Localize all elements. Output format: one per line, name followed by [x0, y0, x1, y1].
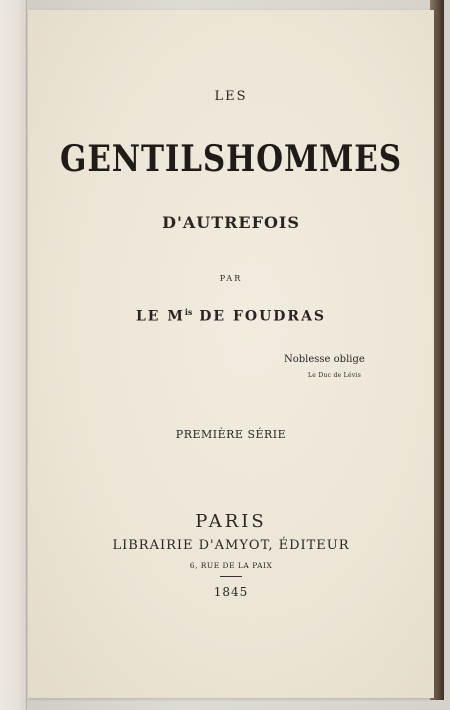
series-label: PREMIÈRE SÉRIE — [175, 428, 287, 441]
author-prefix: LE M — [135, 308, 185, 325]
divider-rule — [220, 576, 242, 577]
publisher-address: 6, RUE DE LA PAIX — [189, 561, 273, 570]
epigraph-attribution: Le Duc de Lévis — [308, 372, 362, 379]
title-page — [28, 10, 434, 698]
left-page-edge — [0, 0, 27, 710]
book-subtitle: D'AUTREFOIS — [162, 213, 300, 232]
publication-city: PARIS — [195, 511, 267, 532]
author-name: DE FOUDRAS — [199, 308, 327, 325]
author-superscript: is — [184, 307, 193, 317]
by-line: PAR — [219, 274, 243, 283]
publisher-name: LIBRAIRIE D'AMYOT, ÉDITEUR — [112, 538, 350, 553]
title-article: LES — [214, 89, 248, 104]
epigraph: Noblesse oblige — [284, 354, 365, 365]
book-title: GENTILSHOMMES — [60, 138, 402, 180]
author-line — [28, 307, 434, 325]
publication-year: 1845 — [213, 585, 249, 599]
